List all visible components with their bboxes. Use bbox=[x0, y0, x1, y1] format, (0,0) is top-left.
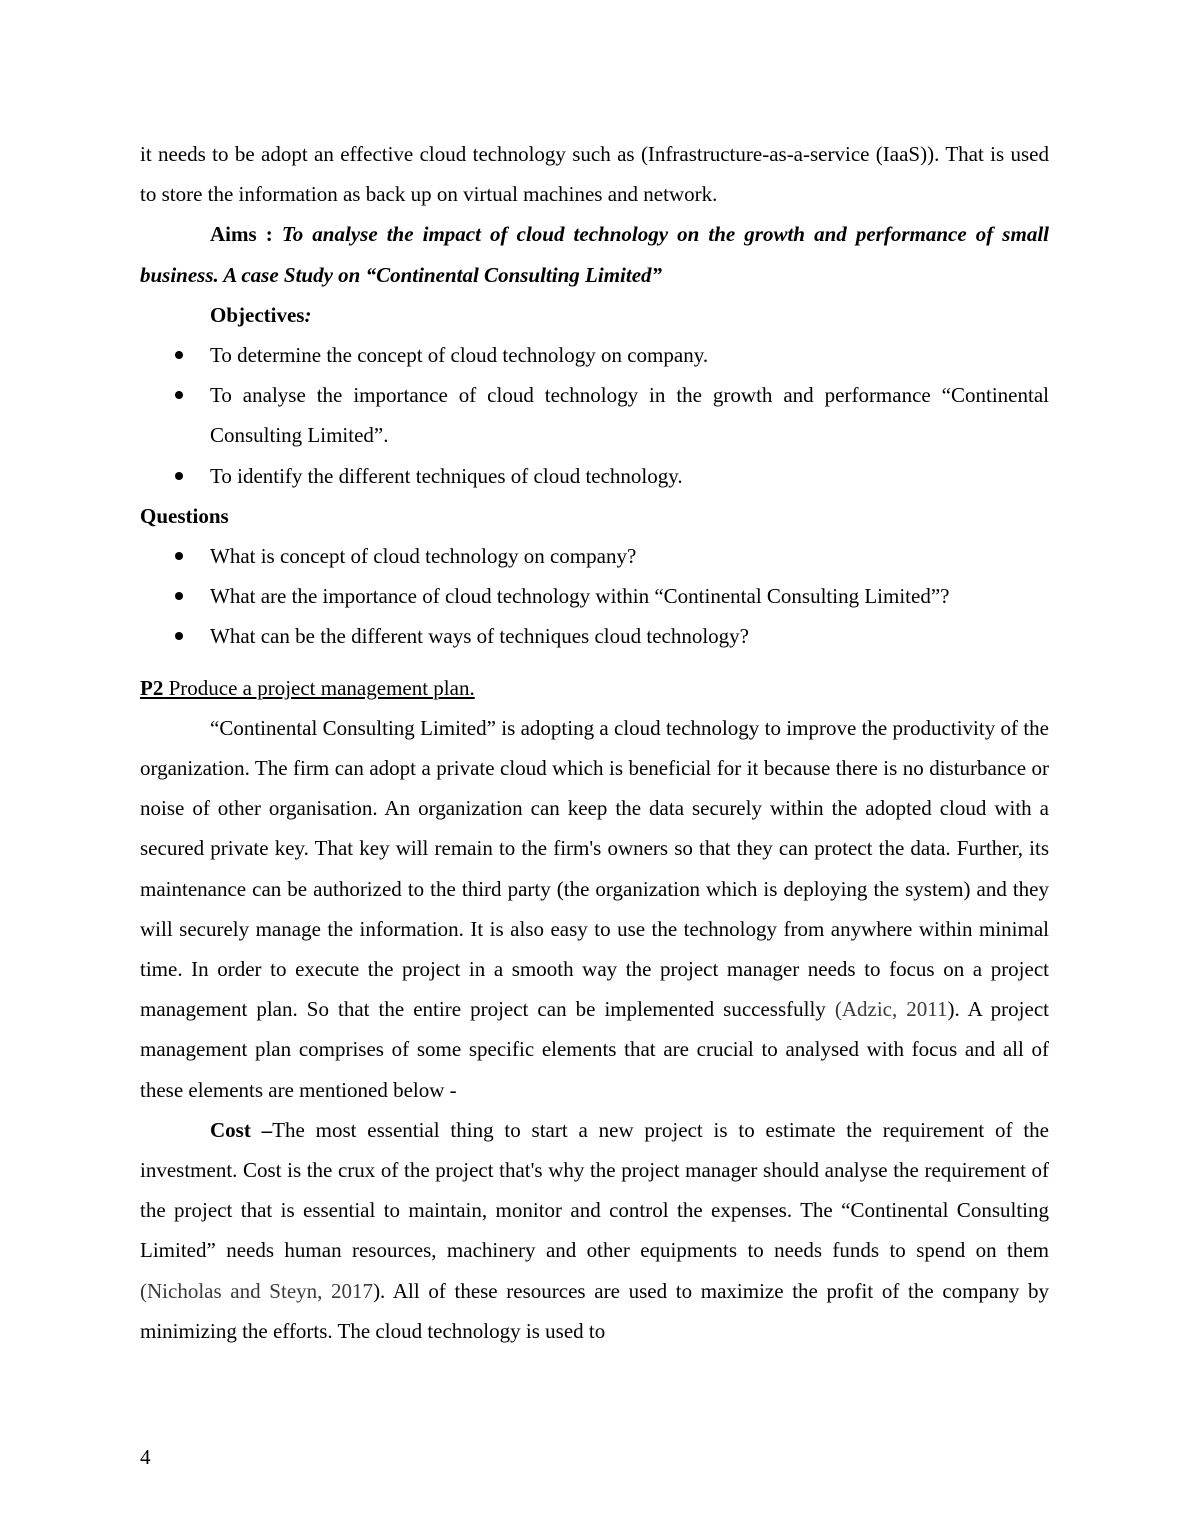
question-text: What can be the different ways of techniques cloud technology? bbox=[210, 624, 749, 649]
bullet-icon bbox=[175, 391, 183, 399]
cost-paragraph bbox=[140, 1110, 1049, 1351]
cost-text-part1: The most essential thing to start a new project is to estimate the requirement of the investment. Cost is the crux of the project that's why the project manager should analyse the requirement of the project that is essential to maintain, monitor and control the expenses. The “Continental Consulting Limited” needs human resources, machinery and other equipments to needs funds to spend on them bbox=[140, 1117, 1049, 1263]
aims-label: Aims : bbox=[210, 222, 282, 247]
citation-nicholas-steyn: (Nicholas and Steyn, 2017 bbox=[140, 1278, 374, 1303]
cost-text-part2: ). All of these resources are used to maximize the profit of the company by minimizing the efforts. The cloud technology is used to bbox=[140, 1278, 1049, 1343]
objective-text: To identify the different techniques of cloud technology. bbox=[210, 463, 683, 488]
p2-text-part2: ). A project management plan comprises of some specific elements that are crucial to analysed with focus and all of these elements are mentioned below - bbox=[140, 997, 1049, 1102]
list-item bbox=[140, 375, 1049, 455]
objectives-list bbox=[140, 335, 1049, 496]
objective-text: To determine the concept of cloud technology on company. bbox=[210, 343, 709, 368]
bullet-icon bbox=[175, 592, 183, 600]
questions-list bbox=[140, 536, 1049, 657]
aims-paragraph bbox=[140, 214, 1049, 294]
list-item bbox=[140, 616, 1049, 656]
page-number: 4 bbox=[140, 1445, 151, 1469]
list-item bbox=[140, 456, 1049, 496]
cost-label: Cost – bbox=[210, 1117, 273, 1142]
objective-text: To analyse the importance of cloud technology in the growth and performance “Continental Consulting Limited”. bbox=[210, 383, 1049, 448]
citation-adzic: (Adzic, 2011 bbox=[834, 997, 948, 1022]
bullet-icon bbox=[175, 472, 183, 480]
list-item bbox=[140, 335, 1049, 375]
question-text: What are the importance of cloud technology within “Continental Consulting Limited”? bbox=[210, 584, 950, 609]
p2-heading bbox=[140, 668, 1049, 708]
list-item bbox=[140, 536, 1049, 576]
p2-title: Produce a project management plan. bbox=[163, 675, 475, 700]
list-item bbox=[140, 576, 1049, 616]
p2-text-part1: “Continental Consulting Limited” is adopting a cloud technology to improve the productivity of the organization. The firm can adopt a private cloud which is beneficial for it because there is no disturbance or noise of other organisation. An organization can keep the data securely within the adopted cloud with a secured private key. That key will remain to the firm's owners so that they can protect the data. Further, its maintenance can be authorized to the third party (the organization which is deploying the system) and they will securely manage the information. It is also easy to use the technology from anywhere within minimal time. In order to execute the project in a smooth way the project manager needs to focus on a project management plan. So that the entire project can be implemented successfully bbox=[140, 715, 1049, 1022]
aims-text: To analyse the impact of cloud technology on the growth and performance of small business. A case Study on “Continental Consulting Limited” bbox=[140, 222, 1049, 287]
bullet-icon bbox=[175, 351, 183, 359]
p2-label: P2 bbox=[140, 675, 164, 700]
objectives-colon: : bbox=[304, 302, 312, 327]
document-page bbox=[140, 134, 1049, 1351]
p2-paragraph bbox=[140, 708, 1049, 1110]
intro-paragraph: it needs to be adopt an effective cloud technology such as (Infrastructure-as-a-service (IaaS)). That is used to store the information as back up on virtual machines and network. bbox=[140, 142, 1049, 207]
question-text: What is concept of cloud technology on company? bbox=[210, 544, 637, 569]
bullet-icon bbox=[175, 552, 183, 560]
objectives-heading bbox=[140, 295, 1049, 335]
objectives-label: Objectives bbox=[210, 302, 305, 327]
questions-heading: Questions bbox=[140, 503, 229, 528]
bullet-icon bbox=[175, 632, 183, 640]
